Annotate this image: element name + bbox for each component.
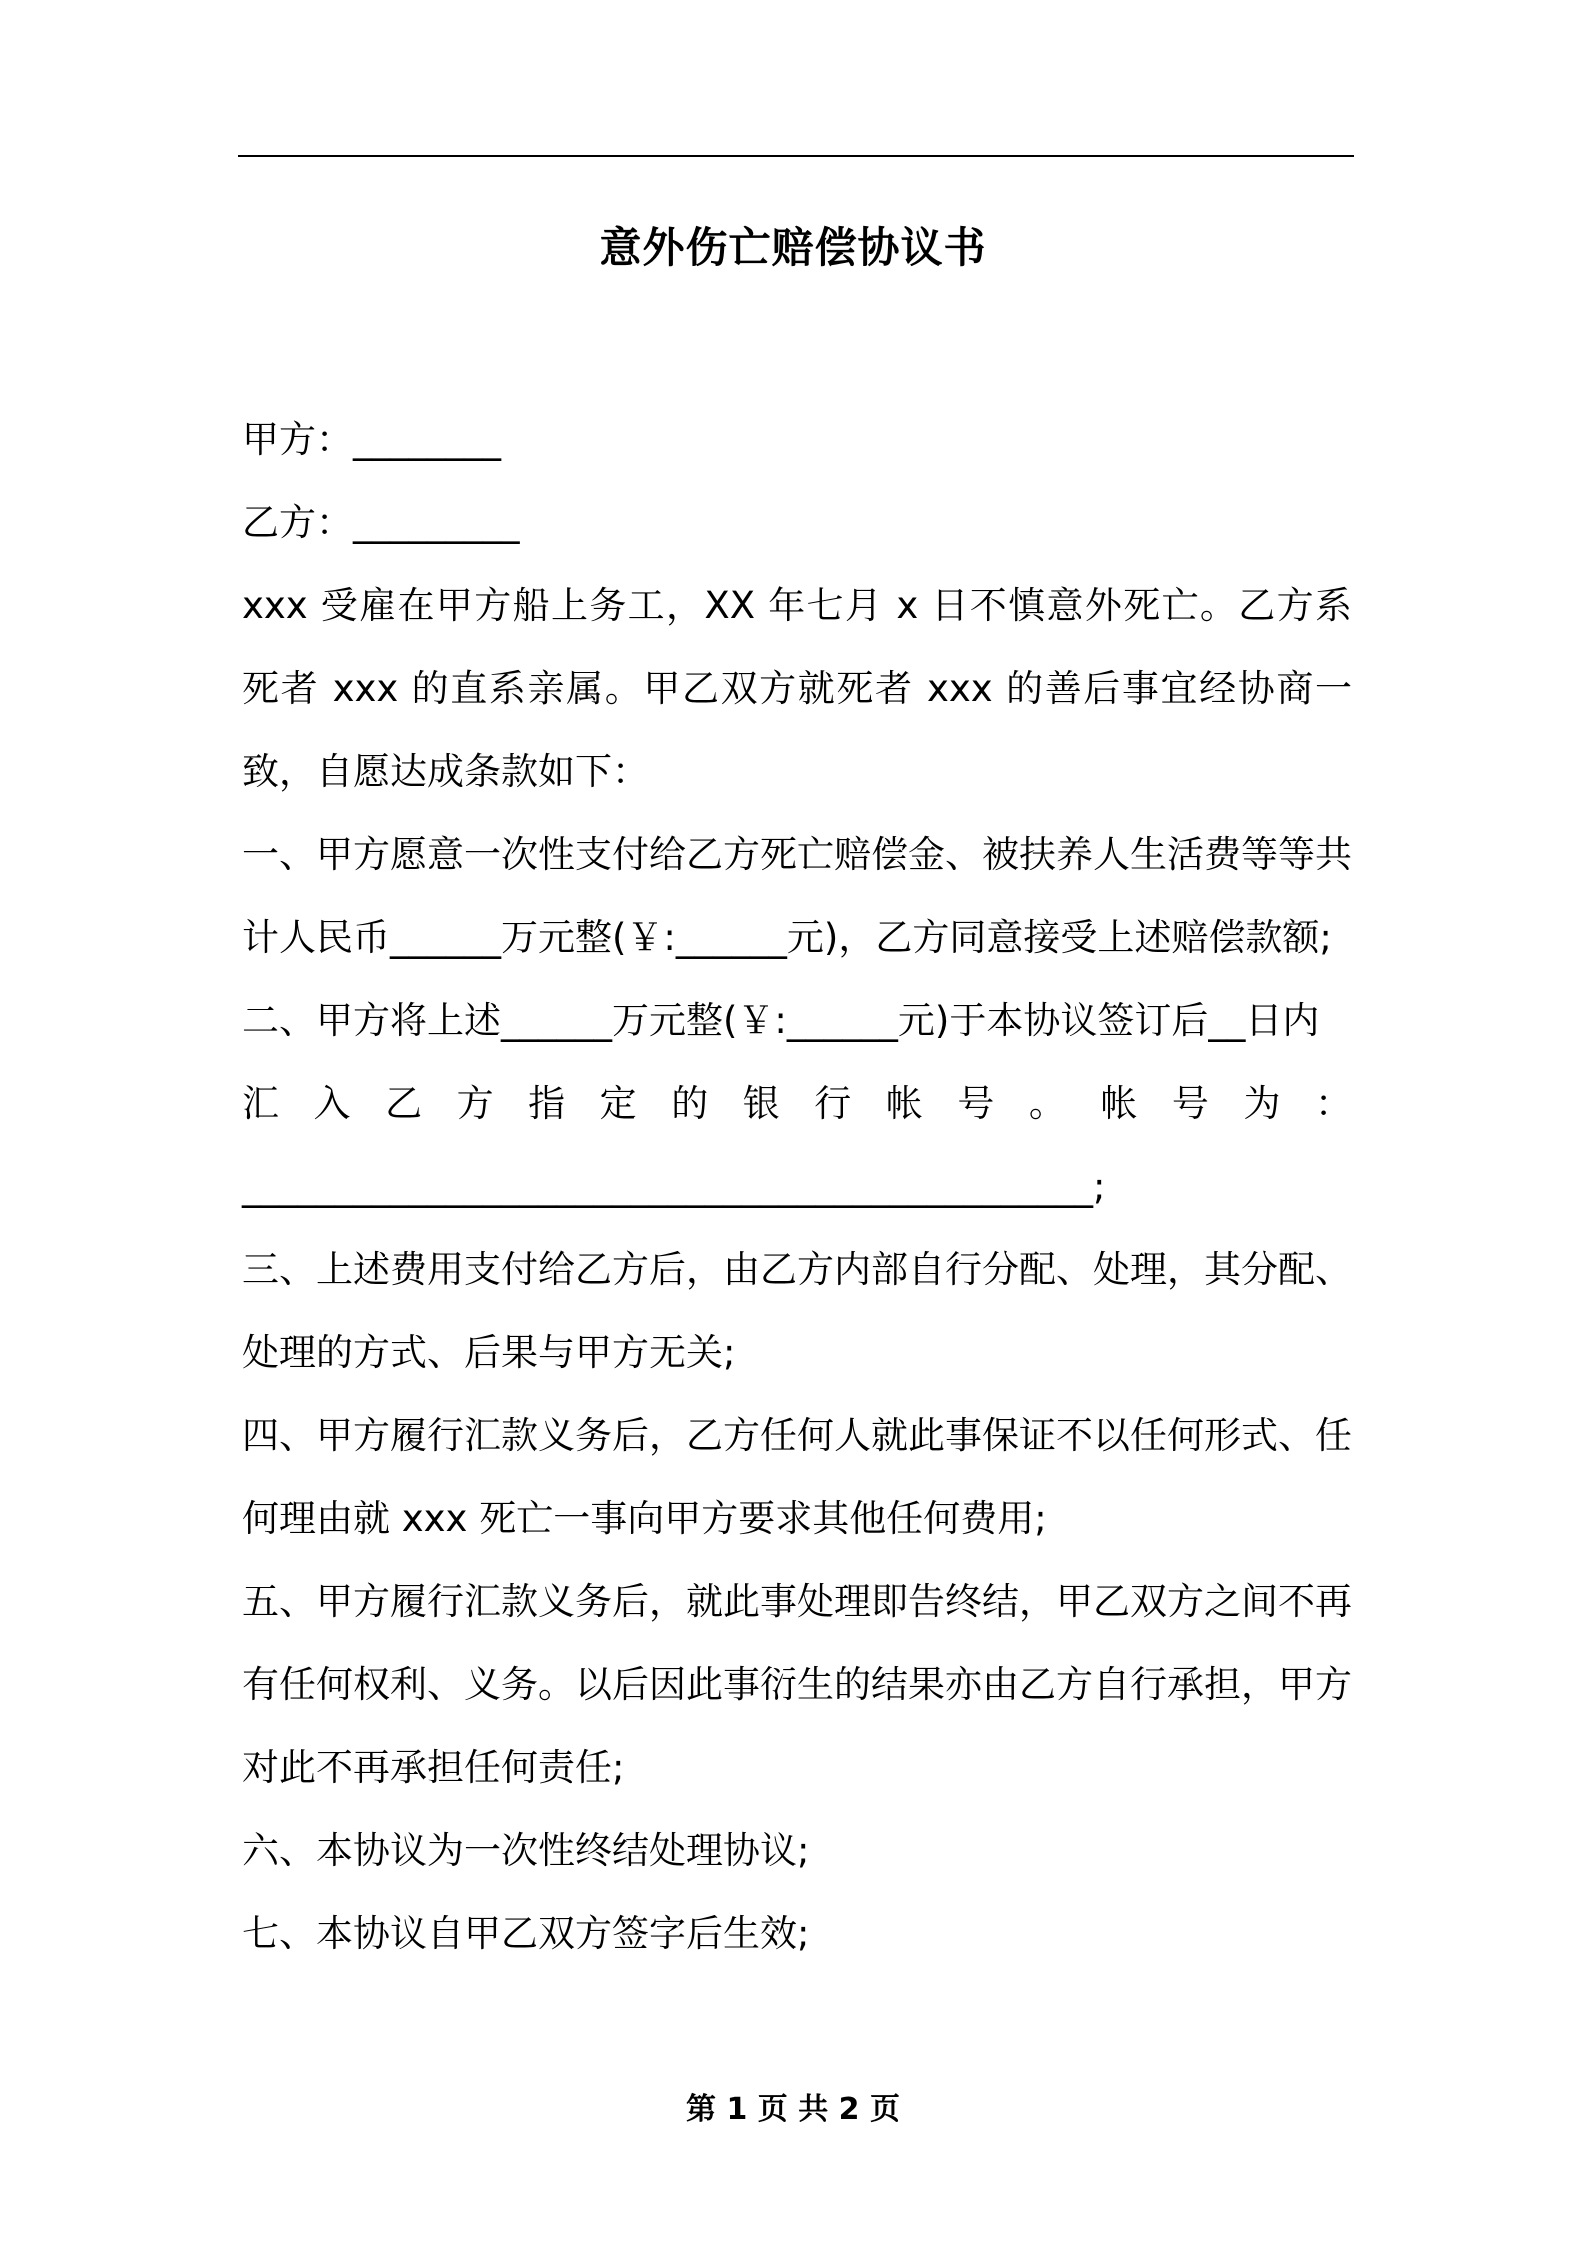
clause-5: 五、甲方履行汇款义务后，就此事处理即告终结，甲乙双方之间不再有任何权利、义务。以后因此事衍生的结果亦由乙方自行承担，甲方对此不再承担任何责任;: [242, 1580, 1352, 1789]
document-title: 意外伤亡赔偿协议书: [599, 223, 987, 272]
document-body: [242, 398, 1352, 1975]
clause-6: 六、本协议为一次性终结处理协议;: [242, 1829, 810, 1872]
clause-7: 七、本协议自甲乙双方签字后生效;: [242, 1912, 810, 1955]
party-a-line: 甲方：________: [242, 418, 501, 461]
clause-4: 四、甲方履行汇款义务后，乙方任何人就此事保证不以任何形式、任何理由就 xxx 死亡一事向甲方要求其他任何费用;: [242, 1414, 1352, 1540]
clause-2-line-3: ______________________________________________;: [242, 1165, 1106, 1208]
clause-1: 一、甲方愿意一次性支付给乙方死亡赔偿金、被扶养人生活费等等共计人民币______万元整(￥:______元)，乙方同意接受上述赔偿款额;: [242, 833, 1352, 959]
header-divider: [238, 155, 1354, 157]
clause-3: 三、上述费用支付给乙方后，由乙方内部自行分配、处理，其分配、处理的方式、后果与甲方无关;: [242, 1248, 1352, 1374]
page-indicator: 第 1 页 共 2 页: [686, 2092, 900, 2127]
clause-2-line-2: 汇入乙方指定的银行帐号。帐号为：: [242, 1082, 1352, 1125]
party-b-line: 乙方：_________: [242, 501, 520, 544]
clause-2-line-1: 二、甲方将上述______万元整(￥:______元)于本协议签订后__日内: [242, 999, 1320, 1042]
intro-paragraph: xxx 受雇在甲方船上务工，XX 年七月 x 日不慎意外死亡。乙方系死者 xxx 的直系亲属。甲乙双方就死者 xxx 的善后事宜经协商一致，自愿达成条款如下：: [242, 584, 1352, 793]
